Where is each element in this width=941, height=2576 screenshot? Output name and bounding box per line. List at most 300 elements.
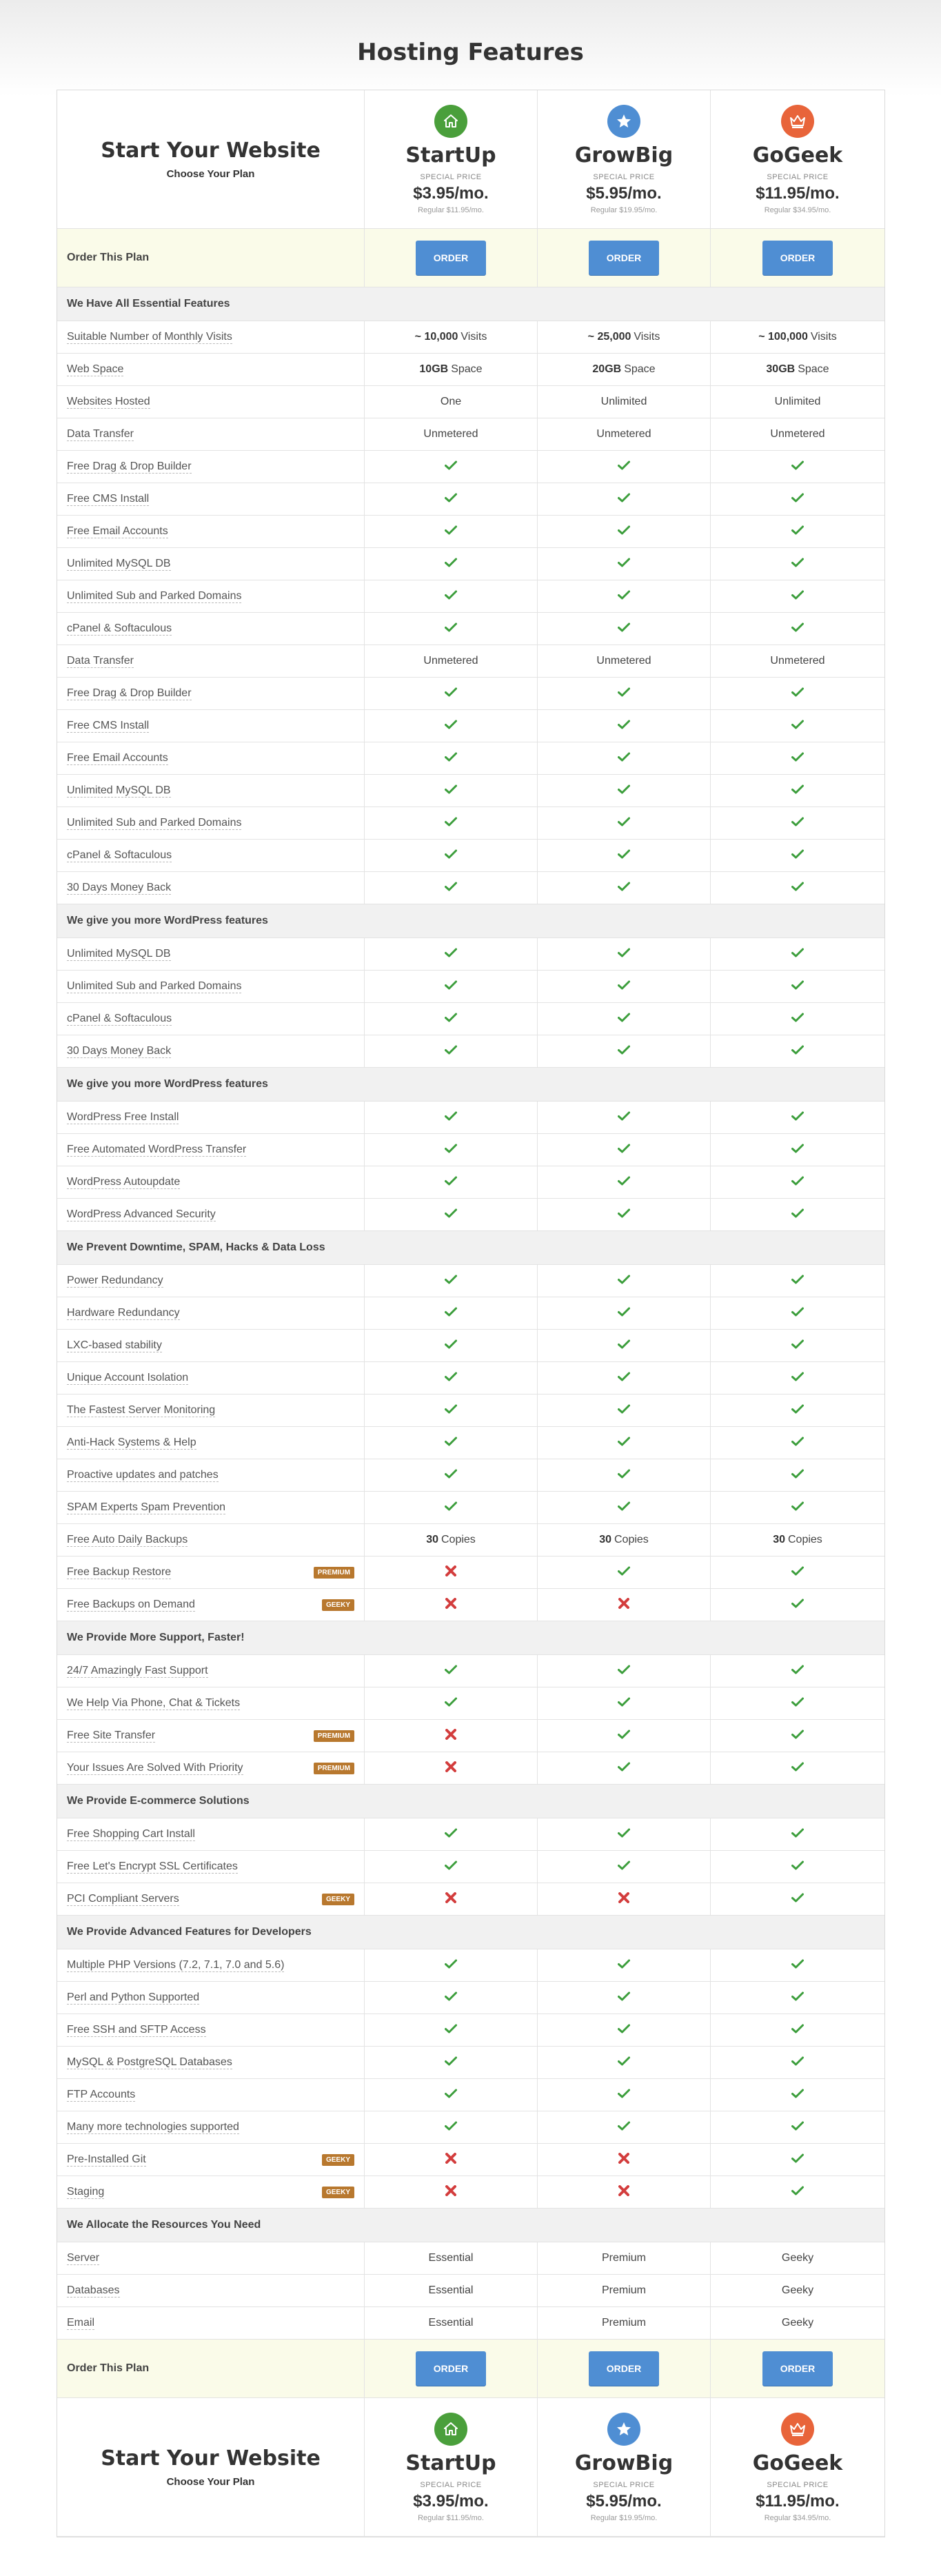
home-icon [434,2413,467,2446]
feature-label-cell [57,1427,365,1459]
feature-row [57,1524,884,1556]
feature-row [57,971,884,1003]
feature-label[interactable]: cPanel & Softaculous [67,849,172,861]
check-icon [618,1372,630,1385]
plan-value-cell [365,2242,538,2274]
feature-label[interactable]: Proactive updates and patches [67,1468,219,1481]
feature-label[interactable]: The Fastest Server Monitoring [67,1403,216,1416]
check-icon [618,1762,630,1775]
order-cell [365,229,538,287]
feature-row [57,1395,884,1427]
plan-value-cell [365,971,538,1002]
check-icon [791,1339,804,1352]
feature-row [57,1134,884,1166]
plan-value-cell [711,840,884,871]
plan-value-cell [538,321,711,353]
plan-value-cell [538,613,711,645]
feature-row [57,548,884,580]
feature-label[interactable]: 30 Days Money Back [67,1044,172,1057]
order-button-startup[interactable]: ORDER [416,2351,486,2386]
check-icon [445,1372,457,1385]
feature-label-cell [57,710,365,742]
plan-value-cell [538,807,711,839]
plan-value-cell [365,1362,538,1394]
feature-label[interactable]: Databases [67,2284,120,2296]
feature-label-cell [57,2275,365,2306]
feature-label[interactable]: MySQL & PostgreSQL Databases [67,2056,232,2068]
plan-value-cell [365,2079,538,2111]
value-text: Unlimited [774,396,821,407]
check-icon [791,558,804,571]
feature-label[interactable]: Free CMS Install [67,719,150,731]
section-heading: We Provide E-commerce Solutions [57,1785,884,1818]
plan-value-cell [711,1003,884,1035]
cross-icon [445,1761,456,1776]
plan-value-cell [365,1851,538,1883]
feature-label-cell [57,1134,365,1166]
plan-value-cell [538,938,711,970]
value-amount: 10GB [419,363,449,375]
check-icon [445,1437,457,1450]
plan-value-cell [711,451,884,483]
plan-value-cell [365,1330,538,1361]
plan-value-cell [711,1687,884,1719]
plan-value-cell [365,1035,538,1067]
plan-price: $5.95/mo. [586,2491,662,2511]
plan-value-cell [538,516,711,547]
feature-label[interactable]: Web Space [67,363,124,375]
check-icon [618,1208,630,1221]
check-icon [618,2121,630,2134]
plan-value-cell [538,1818,711,1850]
feature-row [57,1035,884,1068]
plan-name: GoGeek [752,143,843,168]
feature-label[interactable]: Free CMS Install [67,492,150,505]
feature-label[interactable]: Free Let's Encrypt SSL Certificates [67,1860,238,1872]
feature-label[interactable]: WordPress Advanced Security [67,1208,216,1220]
check-icon [791,1828,804,1841]
feature-row [57,1427,884,1459]
feature-label[interactable]: SPAM Experts Spam Prevention [67,1501,226,1513]
plan-value-cell [538,548,711,580]
plan-name: GoGeek [752,2451,843,2475]
feature-label-cell [57,1459,365,1491]
feature-label-cell [57,2014,365,2046]
feature-label-cell [57,1720,365,1752]
value-text: Copies [787,1534,822,1545]
feature-row [57,1362,884,1395]
feature-label[interactable]: Unlimited MySQL DB [67,947,171,960]
feature-row [57,1556,884,1589]
plan-value-cell [365,742,538,774]
value-text: Premium [601,2284,646,2296]
plans-header-row [57,90,884,229]
regular-price: Regular $34.95/mo. [764,2513,831,2522]
feature-label-cell [57,548,365,580]
cross-icon [445,1729,456,1743]
check-icon [791,849,804,862]
plan-value-cell [365,1265,538,1297]
plan-column-gogeek [711,90,884,228]
check-icon [618,882,630,895]
feature-row [57,742,884,775]
special-price-label: SPECIAL PRICE [593,172,655,181]
plan-value-cell [538,1949,711,1981]
feature-label-cell [57,1035,365,1067]
check-icon [791,882,804,895]
home-icon [434,105,467,138]
star-icon [607,2413,640,2446]
check-icon [791,1404,804,1417]
feature-label[interactable]: Unlimited MySQL DB [67,784,171,796]
feature-label[interactable]: WordPress Autoupdate [67,1175,181,1188]
value-text: Space [451,363,483,375]
plan-value-cell [538,1982,711,2014]
feature-row [57,1589,884,1621]
check-icon [791,2186,804,2199]
check-icon [618,1176,630,1189]
plan-value-cell [711,2307,884,2339]
section-heading: We Allocate the Resources You Need [57,2209,884,2242]
order-row [57,229,884,287]
feature-row [57,2047,884,2079]
feature-label-cell [57,1883,365,1915]
check-icon [618,1665,630,1678]
feature-label[interactable]: We Help Via Phone, Chat & Tickets [67,1696,241,1709]
feature-label-cell [57,516,365,547]
plan-value-cell [365,418,538,450]
plan-value-cell [711,807,884,839]
plan-value-cell [711,483,884,515]
feature-row [57,2144,884,2176]
plan-value-cell [538,1102,711,1133]
section-heading: We Prevent Downtime, SPAM, Hacks & Data Loss [57,1231,884,1265]
check-icon [791,1762,804,1775]
plan-value-cell [711,742,884,774]
feature-label-cell [57,742,365,774]
check-icon [618,2089,630,2102]
plan-value-cell [711,1655,884,1687]
check-icon [791,2153,804,2167]
feature-label[interactable]: Unlimited Sub and Parked Domains [67,980,242,992]
value-amount: 20GB [592,363,622,375]
feature-row [57,938,884,971]
feature-label[interactable]: Pre-Installed Git [67,2153,146,2165]
plan-value-cell [538,1035,711,1067]
plan-value-cell [538,872,711,904]
check-icon [618,1697,630,1710]
plan-value-cell [711,1395,884,1426]
feature-label[interactable]: Staging [67,2185,105,2198]
plan-value-cell [365,580,538,612]
plan-value-cell [711,1851,884,1883]
value-amount: ~ 25,000 [587,331,631,343]
plan-value-cell [365,1166,538,1198]
feature-label[interactable]: Free Backup Restore [67,1565,172,1578]
plan-value-cell [711,1297,884,1329]
plan-value-cell [538,1395,711,1426]
plan-value-cell [538,1524,711,1556]
check-icon [445,1959,457,1972]
plan-price: $3.95/mo. [413,183,489,203]
plan-value-cell [365,1427,538,1459]
plan-value-cell [711,2144,884,2176]
check-icon [791,1893,804,1906]
plan-value-cell [538,1134,711,1166]
feature-row [57,872,884,904]
feature-label[interactable]: Free Backups on Demand [67,1598,195,1610]
plan-value-cell [365,710,538,742]
plan-value-cell [538,678,711,709]
check-icon [791,1599,804,1612]
plan-column-growbig [538,90,711,228]
check-icon [445,1501,457,1514]
check-icon [445,493,457,506]
check-icon [791,1045,804,1058]
plan-name: GrowBig [574,2451,674,2475]
order-button-growbig[interactable]: ORDER [589,2351,659,2386]
plan-value-cell [538,1166,711,1198]
plan-value-cell [538,580,711,612]
feature-label[interactable]: Data Transfer [67,427,134,440]
feature-label-cell [57,483,365,515]
header-intro [57,90,365,228]
feature-label-cell [57,1265,365,1297]
value-text: Essential [428,2317,474,2329]
check-icon [618,687,630,700]
value-text: Essential [428,2284,474,2296]
special-price-label: SPECIAL PRICE [420,172,482,181]
feature-label[interactable]: Multiple PHP Versions (7.2, 7.1, 7.0 and 5.6) [67,1958,285,1971]
check-icon [791,2056,804,2069]
order-button-gogeek[interactable]: ORDER [762,2351,833,2386]
feature-label[interactable]: 24/7 Amazingly Fast Support [67,1664,208,1676]
feature-row [57,451,884,483]
plan-value-cell [538,1752,711,1784]
plan-value-cell [365,645,538,677]
plan-value-cell [711,1982,884,2014]
feature-row [57,1720,884,1752]
feature-label-cell [57,386,365,418]
plan-value-cell [711,613,884,645]
feature-label[interactable]: Hardware Redundancy [67,1306,180,1319]
feature-label-cell [57,1851,365,1883]
plan-value-cell [711,2242,884,2274]
feature-row [57,2242,884,2275]
check-icon [445,1991,457,2005]
plan-value-cell [711,645,884,677]
check-icon [618,460,630,474]
plan-value-cell [365,678,538,709]
feature-label-cell [57,1687,365,1719]
cross-icon [445,1598,456,1612]
plan-value-cell [538,1589,711,1621]
plan-name: StartUp [405,2451,496,2475]
plan-value-cell [538,1459,711,1491]
plan-value-cell [711,2047,884,2078]
feature-label-cell [57,1589,365,1621]
plan-value-cell [711,354,884,385]
feature-label[interactable]: Websites Hosted [67,395,150,407]
plan-value-cell [711,1362,884,1394]
value-text: Visits [810,331,837,343]
check-icon [618,784,630,798]
plan-value-cell [538,1265,711,1297]
feature-label-cell [57,321,365,353]
feature-label[interactable]: Your Issues Are Solved With Priority [67,1761,243,1774]
feature-label[interactable]: WordPress Free Install [67,1110,179,1123]
feature-label-cell [57,1102,365,1133]
feature-label[interactable]: cPanel & Softaculous [67,1012,172,1024]
feature-label[interactable]: Anti-Hack Systems & Help [67,1436,196,1448]
feature-label[interactable]: Suitable Number of Monthly Visits [67,330,232,343]
feature-label-cell [57,1492,365,1523]
value-text: Unmetered [596,428,651,440]
check-icon [618,1111,630,1124]
cross-icon [618,2153,629,2167]
section-heading: We give you more WordPress features [57,1068,884,1102]
pricing-table [57,90,885,2537]
feature-label[interactable]: Many more technologies supported [67,2120,239,2133]
value-amount: ~ 10,000 [414,331,458,343]
cross-icon [618,2185,629,2200]
plan-price: $11.95/mo. [756,2491,840,2511]
feature-label-cell [57,2047,365,2078]
feature-label[interactable]: Free SSH and SFTP Access [67,2023,206,2036]
feature-label[interactable]: Data Transfer [67,654,134,667]
section-heading: We Provide Advanced Features for Developers [57,1916,884,1949]
plan-column-gogeek [711,2398,884,2536]
plan-value-cell [538,2275,711,2306]
feature-label-cell [57,1166,365,1198]
plan-value-cell [538,1883,711,1915]
plan-value-cell [365,1720,538,1752]
check-icon [445,720,457,733]
feature-label[interactable]: Unlimited MySQL DB [67,557,171,569]
feature-label[interactable]: Free Site Transfer [67,1729,156,1741]
feature-label[interactable]: FTP Accounts [67,2088,136,2100]
order-button-startup[interactable]: ORDER [416,241,486,275]
feature-label[interactable]: Free Automated WordPress Transfer [67,1143,247,1155]
value-text: Geeky [781,2284,814,2296]
crown-icon [781,105,814,138]
feature-row [57,1883,884,1916]
order-cell [711,229,884,287]
feature-label[interactable]: Free Shopping Cart Install [67,1827,195,1840]
check-icon [445,1176,457,1189]
feature-label[interactable]: Free Email Accounts [67,751,168,764]
value-text: Unlimited [600,396,647,407]
feature-row [57,1199,884,1231]
feature-label[interactable]: Free Email Accounts [67,525,168,537]
check-icon [618,1013,630,1026]
check-icon [791,2089,804,2102]
special-price-label: SPECIAL PRICE [767,2480,829,2489]
check-icon [791,590,804,603]
plan-value-cell [365,354,538,385]
plan-value-cell [711,1720,884,1752]
feature-label[interactable]: LXC-based stability [67,1339,162,1351]
cross-icon [618,1892,629,1907]
feature-label-cell [57,2079,365,2111]
section-heading: We Provide More Support, Faster! [57,1621,884,1655]
feature-row [57,2079,884,2111]
plan-value-cell [711,678,884,709]
check-icon [445,687,457,700]
feature-label[interactable]: Free Drag & Drop Builder [67,687,192,699]
section-heading: We Have All Essential Features [57,287,884,321]
tier-badge: GEEKY [322,1599,354,1611]
feature-label[interactable]: Free Auto Daily Backups [67,1533,188,1545]
feature-label[interactable]: Perl and Python Supported [67,1991,200,2003]
check-icon [445,2024,457,2037]
value-amount: ~ 100,000 [758,331,808,343]
feature-label[interactable]: Power Redundancy [67,1274,163,1286]
feature-label[interactable]: Free Drag & Drop Builder [67,460,192,472]
order-button-growbig[interactable]: ORDER [589,241,659,275]
special-price-label: SPECIAL PRICE [767,172,829,181]
check-icon [791,1144,804,1157]
feature-label[interactable]: 30 Days Money Back [67,881,172,893]
crown-icon [781,2413,814,2446]
check-icon [618,849,630,862]
feature-label[interactable]: Unlimited Sub and Parked Domains [67,816,242,829]
feature-label-cell [57,1362,365,1394]
check-icon [445,849,457,862]
plan-value-cell [365,840,538,871]
feature-label-cell [57,1524,365,1556]
feature-row [57,1297,884,1330]
value-text: One [440,396,462,407]
feature-label-cell [57,580,365,612]
feature-label[interactable]: cPanel & Softaculous [67,622,172,634]
value-text: Unmetered [423,655,478,667]
check-icon [618,1045,630,1058]
feature-row [57,580,884,613]
check-icon [445,1275,457,1288]
tier-badge: PREMIUM [314,1567,354,1579]
feature-row [57,1851,884,1883]
feature-label[interactable]: PCI Compliant Servers [67,1892,179,1905]
check-icon [791,2121,804,2134]
check-icon [445,590,457,603]
feature-label[interactable]: Email [67,2316,95,2329]
feature-row [57,516,884,548]
header-intro [57,2398,365,2536]
feature-label-cell [57,1556,365,1588]
value-text: Space [624,363,656,375]
regular-price: Regular $19.95/mo. [590,2513,658,2522]
order-button-gogeek[interactable]: ORDER [762,241,833,275]
check-icon [618,817,630,830]
tier-badge: GEEKY [322,2187,354,2198]
plan-value-cell [711,418,884,450]
check-icon [791,752,804,765]
feature-label-cell [57,971,365,1002]
check-icon [618,2024,630,2037]
check-icon [791,1013,804,1026]
feature-label[interactable]: Server [67,2251,100,2264]
plan-column-startup [365,90,538,228]
plan-value-cell [538,1556,711,1588]
plan-value-cell [365,807,538,839]
feature-label[interactable]: Unique Account Isolation [67,1371,189,1383]
feature-row [57,1752,884,1785]
feature-label[interactable]: Unlimited Sub and Parked Domains [67,589,242,602]
feature-row [57,1166,884,1199]
plan-value-cell [711,1818,884,1850]
check-icon [445,1111,457,1124]
